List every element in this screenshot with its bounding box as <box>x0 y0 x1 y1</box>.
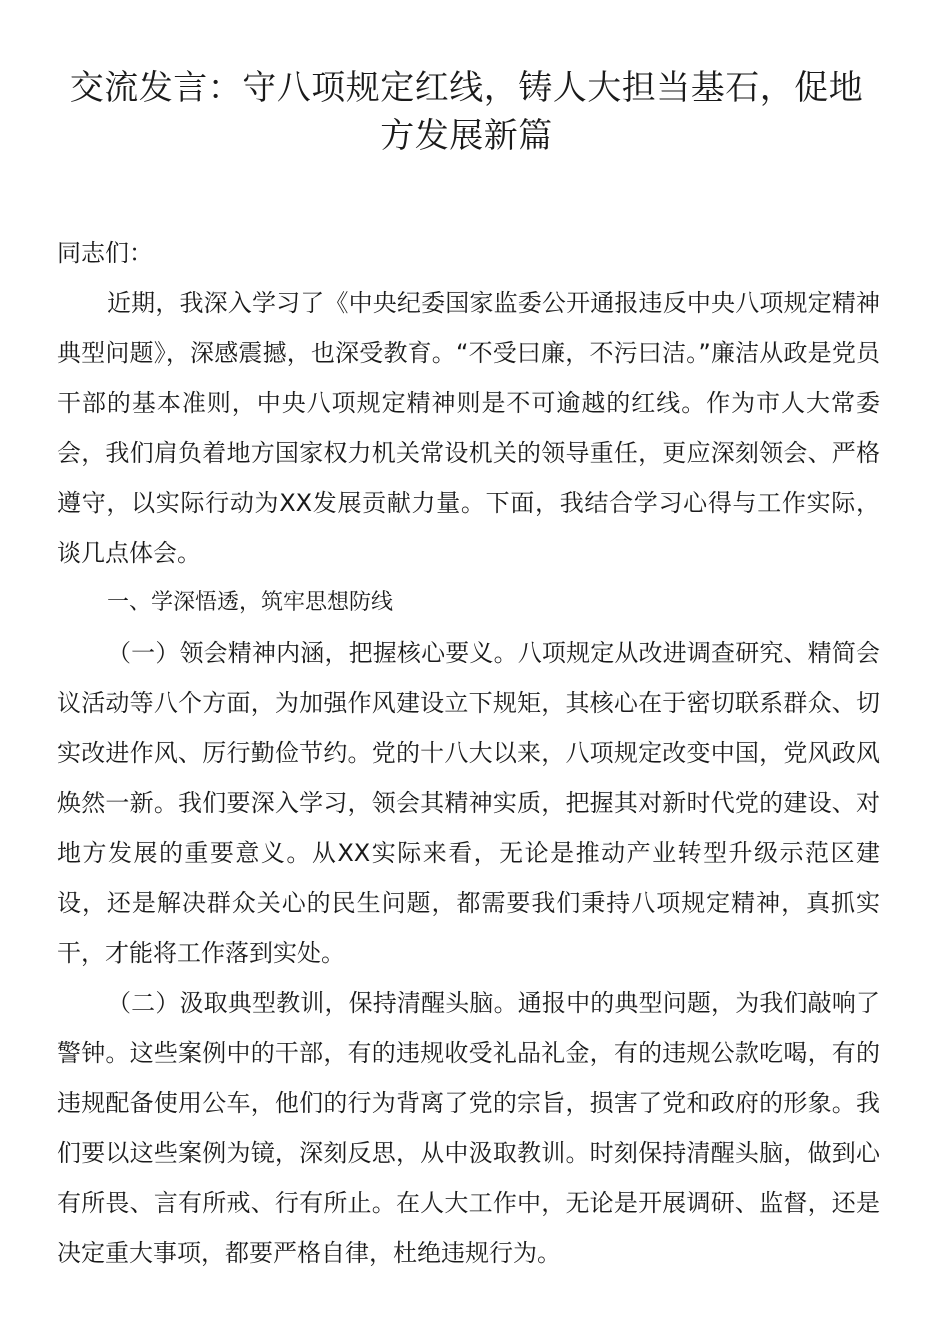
document-title: 交流发言：守八项规定红线，铸人大担当基石，促地方发展新篇 <box>69 68 864 156</box>
subsection-paragraph-1: （一）领会精神内涵，把握核心要义。八项规定从改进调查研究、精简会议活动等八个方面，为加强作风建设立下规矩，其核心在于密切联系群众、切实改进作风、厉行勤俭节约。党的十八大以来，八项规定改变中国，党风政风焕然一新。我们要深入学习，领会其精神实质，把握其对新时代党的建设、对地方发展的重要意义。从XX实际来看，无论是推动产业转型升级示范区建设，还是解决群众关心的民生问题，都需要我们秉持八项规定精神，真抓实干，才能将工作落到实处。 <box>57 639 880 967</box>
document-body <box>57 228 880 1278</box>
salutation: 同志们： <box>57 239 153 267</box>
subsection-paragraph-2: （二）汲取典型教训，保持清醒头脑。通报中的典型问题，为我们敲响了警钟。这些案例中的干部，有的违规收受礼品礼金，有的违规公款吃喝，有的违规配备使用公车，他们的行为背离了党的宗旨，损害了党和政府的形象。我们要以这些案例为镜，深刻反思，从中汲取教训。时刻保持清醒头脑，做到心有所畏、言有所戒、行有所止。在人大工作中，无论是开展调研、监督，还是决定重大事项，都要严格自律，杜绝违规行为。 <box>57 989 880 1267</box>
section-heading: 一、学深悟透，筑牢思想防线 <box>107 590 394 615</box>
intro-paragraph: 近期，我深入学习了《中央纪委国家监委公开通报违反中央八项规定精神典型问题》，深感震撼，也深受教育。“不受曰廉，不污曰洁。”廉洁从政是党员干部的基本准则，中央八项规定精神则是不可逾越的红线。作为市人大常委会，我们肩负着地方国家权力机关常设机关的领导重任，更应深刻领会、严格遵守，以实际行动为XX发展贡献力量。下面，我结合学习心得与工作实际，谈几点体会。 <box>57 289 880 567</box>
